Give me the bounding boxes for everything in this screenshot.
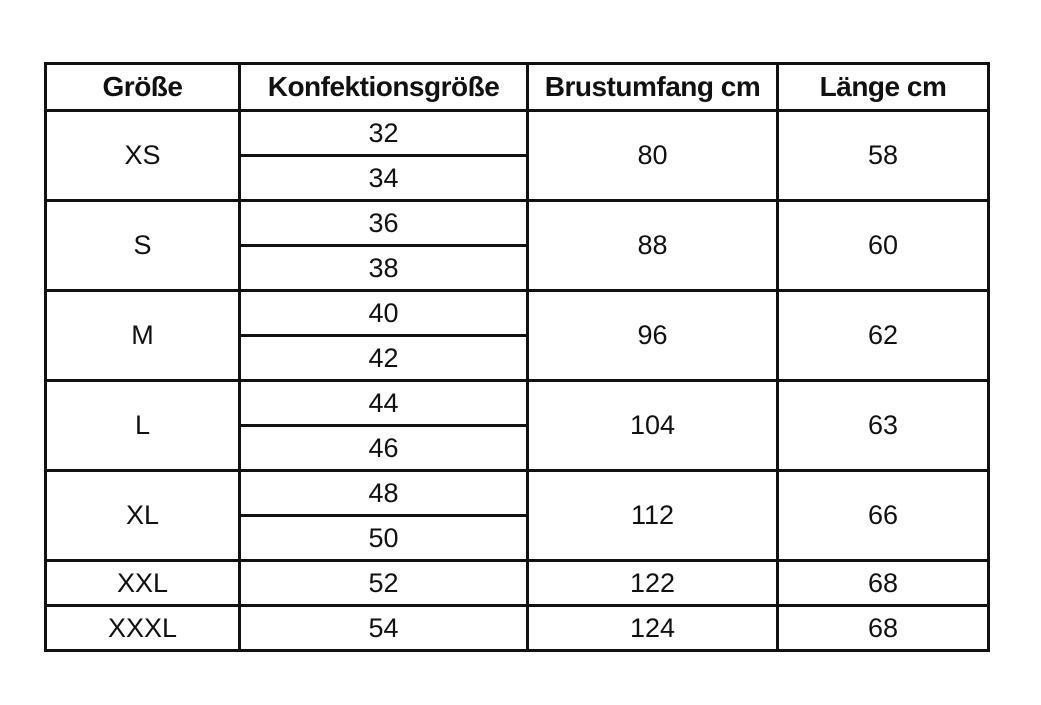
konfektion-cell: 52 <box>240 561 528 606</box>
header-laenge: Länge cm <box>778 64 989 111</box>
size-cell: XS <box>46 111 240 201</box>
konfektion-cell: 48 <box>240 471 528 516</box>
laenge-cell: 63 <box>778 381 989 471</box>
konfektion-cell: 42 <box>240 336 528 381</box>
laenge-cell: 66 <box>778 471 989 561</box>
konfektion-cell: 32 <box>240 111 528 156</box>
size-cell: M <box>46 291 240 381</box>
header-groesse: Größe <box>46 64 240 111</box>
size-chart-table <box>44 62 990 652</box>
konfektion-cell: 54 <box>240 606 528 651</box>
brustumfang-cell: 104 <box>528 381 778 471</box>
size-cell: XL <box>46 471 240 561</box>
size-cell: XXXL <box>46 606 240 651</box>
table-row <box>46 606 989 651</box>
table-row <box>46 471 989 516</box>
brustumfang-cell: 96 <box>528 291 778 381</box>
size-cell: XXL <box>46 561 240 606</box>
brustumfang-cell: 124 <box>528 606 778 651</box>
konfektion-cell: 40 <box>240 291 528 336</box>
header-row <box>46 64 989 111</box>
size-cell: S <box>46 201 240 291</box>
laenge-cell: 58 <box>778 111 989 201</box>
header-brustumfang: Brustumfang cm <box>528 64 778 111</box>
laenge-cell: 68 <box>778 606 989 651</box>
konfektion-cell: 46 <box>240 426 528 471</box>
konfektion-cell: 36 <box>240 201 528 246</box>
size-cell: L <box>46 381 240 471</box>
table-row <box>46 201 989 246</box>
konfektion-cell: 38 <box>240 246 528 291</box>
table-row <box>46 111 989 156</box>
brustumfang-cell: 112 <box>528 471 778 561</box>
laenge-cell: 62 <box>778 291 989 381</box>
table-row <box>46 291 989 336</box>
brustumfang-cell: 80 <box>528 111 778 201</box>
header-konfektionsgroesse: Konfektionsgröße <box>240 64 528 111</box>
laenge-cell: 60 <box>778 201 989 291</box>
konfektion-cell: 50 <box>240 516 528 561</box>
brustumfang-cell: 88 <box>528 201 778 291</box>
table-row <box>46 381 989 426</box>
konfektion-cell: 44 <box>240 381 528 426</box>
brustumfang-cell: 122 <box>528 561 778 606</box>
konfektion-cell: 34 <box>240 156 528 201</box>
laenge-cell: 68 <box>778 561 989 606</box>
table-row <box>46 561 989 606</box>
